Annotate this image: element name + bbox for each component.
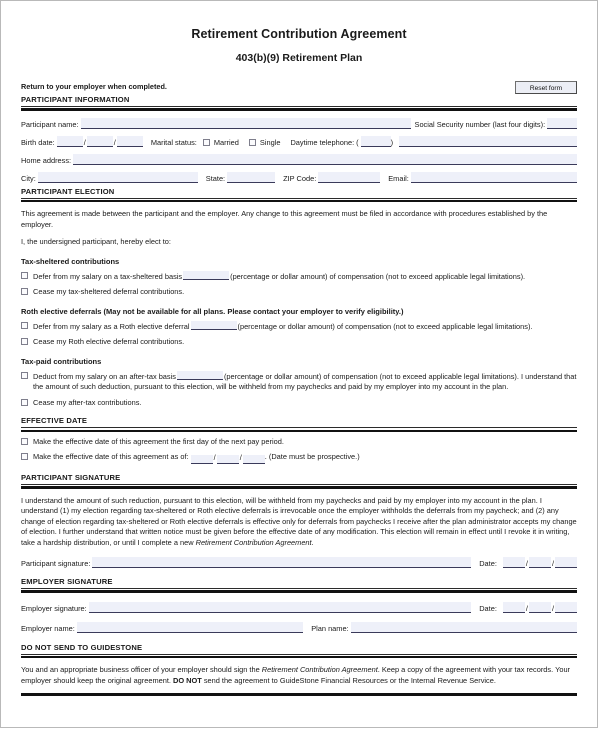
effective-date-group: / / xyxy=(191,453,265,464)
city-label: City: xyxy=(21,173,36,183)
rule-thick xyxy=(21,590,577,592)
employer-date-month-input[interactable] xyxy=(503,602,525,613)
footer-rule xyxy=(21,693,577,695)
tax-paid-deduct-checkbox[interactable] xyxy=(21,372,28,379)
roth-option-cease[interactable] xyxy=(21,337,577,348)
tax-sheltered-cease-checkbox[interactable] xyxy=(21,288,28,295)
text-part3: send the agreement to GuideStone Financial Resources or the Internal Revenue Service. xyxy=(201,675,496,685)
text-pre: Defer from my salary on a tax-sheltered basis xyxy=(33,271,183,281)
roth-cease-text: Cease my Roth elective deferral contributions. xyxy=(33,337,185,347)
effective-date-next-period-checkbox[interactable] xyxy=(21,438,28,445)
rule-thin xyxy=(21,427,577,428)
text-post: (percentage or dollar amount) of compensation (not to exceed applicable legal limitations). xyxy=(237,321,533,331)
daytime-telephone-label: Daytime telephone: ( xyxy=(290,137,359,147)
date-slash: / xyxy=(83,137,86,147)
zip-input[interactable] xyxy=(318,172,380,183)
effective-date-specific-text xyxy=(33,452,577,464)
section-heading: PARTICIPANT SIGNATURE xyxy=(21,472,121,482)
row-employer-plan-name xyxy=(21,622,577,633)
home-address-label: Home address: xyxy=(21,155,72,165)
tax-paid-option-cease[interactable] xyxy=(21,398,577,409)
roth-heading: Roth elective deferrals (May not be available for all plans. Please contact your employer to verify eligibility.) xyxy=(21,306,404,316)
text-post: . (Date must be prospective.) xyxy=(264,452,360,462)
employer-date-label: Date: xyxy=(479,603,497,613)
ssn-label: Social Security number (last four digits): xyxy=(414,119,546,129)
effective-year-input[interactable] xyxy=(243,455,265,464)
election-elect-line: I, the undersigned participant, hereby elect to: xyxy=(21,237,171,247)
tax-paid-heading: Tax-paid contributions xyxy=(21,356,102,366)
tax-sheltered-option-defer[interactable] xyxy=(21,271,577,283)
birth-date-group xyxy=(57,136,143,147)
page-title: Retirement Contribution Agreement xyxy=(191,27,407,41)
paragraph-italic: Retirement Contribution Agreement xyxy=(195,537,312,547)
state-input[interactable] xyxy=(227,172,275,183)
effective-date-option-next-pay-period[interactable] xyxy=(21,437,577,448)
participant-name-input[interactable] xyxy=(81,118,411,129)
participant-date-month-input[interactable] xyxy=(503,557,525,568)
birth-year-input[interactable] xyxy=(117,136,143,147)
participant-signature-label: Participant signature: xyxy=(21,559,91,569)
ssn-input[interactable] xyxy=(547,118,577,129)
employer-date-group: / / xyxy=(503,602,577,613)
rule-thick xyxy=(21,430,577,432)
participant-signature-input[interactable] xyxy=(92,557,471,568)
text-bold: DO NOT xyxy=(173,675,202,685)
employer-name-label: Employer name: xyxy=(21,623,75,633)
document-header xyxy=(21,1,577,64)
rule-thin xyxy=(21,484,577,485)
roth-option-defer[interactable] xyxy=(21,321,577,333)
row-birth-marital-phone xyxy=(21,136,577,147)
row-participant-signature xyxy=(21,557,577,568)
section-employer-signature-header xyxy=(21,577,577,593)
zip-label: ZIP Code: xyxy=(283,173,317,183)
birth-date-label: Birth date: xyxy=(21,137,55,147)
employer-name-input[interactable] xyxy=(77,622,303,633)
birth-day-input[interactable] xyxy=(87,136,113,147)
section-heading: EMPLOYER SIGNATURE xyxy=(21,577,113,587)
state-label: State: xyxy=(205,173,226,183)
participant-signature-paragraph xyxy=(21,496,577,549)
row-home-address xyxy=(21,154,577,165)
rule-thick xyxy=(21,486,577,488)
text-pre: Make the effective date of this agreement as of: xyxy=(33,452,189,462)
roth-amount-input[interactable] xyxy=(191,321,237,330)
date-slash: / xyxy=(113,137,116,147)
participant-date-group: / / xyxy=(503,557,577,568)
single-checkbox[interactable] xyxy=(249,139,256,146)
tax-paid-cease-text: Cease my after-tax contributions. xyxy=(33,397,142,407)
participant-date-year-input[interactable] xyxy=(555,557,577,568)
reset-form-button[interactable]: Reset form xyxy=(515,81,577,94)
rule-thin xyxy=(21,588,577,589)
roth-defer-checkbox[interactable] xyxy=(21,322,28,329)
employer-date-year-input[interactable] xyxy=(555,602,577,613)
phone-area-code-input[interactable] xyxy=(361,136,391,147)
married-label: Married xyxy=(213,137,239,147)
paragraph-part1: I understand the amount of such reduction, pursuant to this election, will be withheld from my paychecks and paid by my employer into my account in the plan. I understand (1) my election regarding tax-sheltered or Roth elective deferrals is irrevocable once the employer withholds the deferrals from my paycheck; and (2) any change of election regarding tax-sheltered or Roth elective deferrals is effective only for deferrals from paychecks I receive after the plan administrator accepts my change of election. I further understand that written notice must be given before the effective date of any modification. This election will remain in effect until I revoke it in writing, take a hardship distribution, or until I complete a new xyxy=(21,495,577,547)
election-intro-paragraph: This agreement is made between the participant and the employer. Any change to this agreement must be filed in accordance with procedures established by the employer. xyxy=(21,209,548,229)
effective-date-specific-checkbox[interactable] xyxy=(21,453,28,460)
section-participant-signature-header xyxy=(21,473,577,489)
email-input[interactable] xyxy=(411,172,577,183)
rule-thick xyxy=(21,108,577,110)
city-input[interactable] xyxy=(38,172,198,183)
text-pre: Deduct from my salary on an after-tax basis xyxy=(33,371,176,381)
tax-sheltered-defer-checkbox[interactable] xyxy=(21,272,28,279)
employer-signature-label: Employer signature: xyxy=(21,603,87,613)
effective-day-input[interactable] xyxy=(217,455,239,464)
tax-paid-deduct-text xyxy=(33,371,577,393)
text-pre: Defer from my salary as a Roth elective deferral xyxy=(33,321,190,331)
tax-paid-option-deduct[interactable] xyxy=(21,371,577,393)
row-participant-name xyxy=(21,118,577,129)
tax-sheltered-defer-text xyxy=(33,271,577,283)
plan-name-label: Plan name: xyxy=(311,623,349,633)
effective-date-option-specific[interactable] xyxy=(21,452,577,464)
text-post: (percentage or dollar amount) of compensation (not to exceed applicable legal limitations). I understand that the amount of such deduction, pursuant to this election, will be withheld from my paychecks and paid by my employer into my account in the plan. xyxy=(33,371,577,392)
marital-status-label: Marital status: xyxy=(150,137,197,147)
text-post: (percentage or dollar amount) of compensation (not to exceed applicable legal limitations). xyxy=(230,271,526,281)
effective-date-next-period-text: Make the effective date of this agreement the first day of the next pay period. xyxy=(33,436,284,446)
rule-thin xyxy=(21,106,577,107)
paragraph-part2: . xyxy=(311,537,314,547)
rule-thick xyxy=(21,656,577,658)
participant-date-day-input[interactable] xyxy=(529,557,551,568)
employer-date-day-input[interactable] xyxy=(529,602,551,613)
section-heading: PARTICIPANT ELECTION xyxy=(21,186,115,196)
section-participant-election-header xyxy=(21,187,577,203)
home-address-input[interactable] xyxy=(73,154,577,165)
tax-paid-cease-checkbox[interactable] xyxy=(21,399,28,406)
roth-cease-checkbox[interactable] xyxy=(21,338,28,345)
section-do-not-send-header xyxy=(21,643,577,659)
effective-month-input[interactable] xyxy=(191,455,213,464)
row-employer-signature xyxy=(21,602,577,613)
tax-sheltered-amount-input[interactable] xyxy=(183,271,229,280)
row-city-state-zip-email xyxy=(21,172,577,183)
daytime-telephone-close-paren: ) xyxy=(390,137,394,147)
text-part2: . Keep a copy of the agreement with your tax records. Your employer should keep the original agreement. xyxy=(21,665,571,685)
section-effective-date-header xyxy=(21,416,577,432)
page-subtitle: 403(b)(9) Retirement Plan xyxy=(235,52,363,64)
tax-sheltered-option-cease[interactable] xyxy=(21,287,577,298)
section-heading: EFFECTIVE DATE xyxy=(21,416,88,426)
participant-date-label: Date: xyxy=(479,559,497,569)
phone-number-input[interactable] xyxy=(399,136,577,147)
tax-sheltered-cease-text: Cease my tax-sheltered deferral contributions. xyxy=(33,287,185,297)
section-heading: PARTICIPANT INFORMATION xyxy=(21,95,130,104)
participant-name-label: Participant name: xyxy=(21,119,79,129)
single-label: Single xyxy=(259,137,281,147)
rule-thin xyxy=(21,198,577,199)
roth-defer-text xyxy=(33,321,577,333)
employer-signature-input[interactable] xyxy=(89,602,471,613)
text-italic: Retirement Contribution Agreement xyxy=(261,665,378,675)
text-part1: You and an appropriate business officer of your employer should sign the xyxy=(21,665,262,675)
section-heading: DO NOT SEND TO GUIDESTONE xyxy=(21,642,143,652)
tax-paid-amount-input[interactable] xyxy=(177,371,223,380)
do-not-send-paragraph xyxy=(21,665,577,686)
married-checkbox[interactable] xyxy=(203,139,210,146)
plan-name-input[interactable] xyxy=(351,622,577,633)
rule-thick xyxy=(21,200,577,202)
tax-sheltered-heading: Tax-sheltered contributions xyxy=(21,256,120,266)
email-label: Email: xyxy=(388,173,409,183)
return-instruction: Return to your employer when completed. xyxy=(21,82,167,91)
rule-thin xyxy=(21,654,577,655)
birth-month-input[interactable] xyxy=(57,136,83,147)
